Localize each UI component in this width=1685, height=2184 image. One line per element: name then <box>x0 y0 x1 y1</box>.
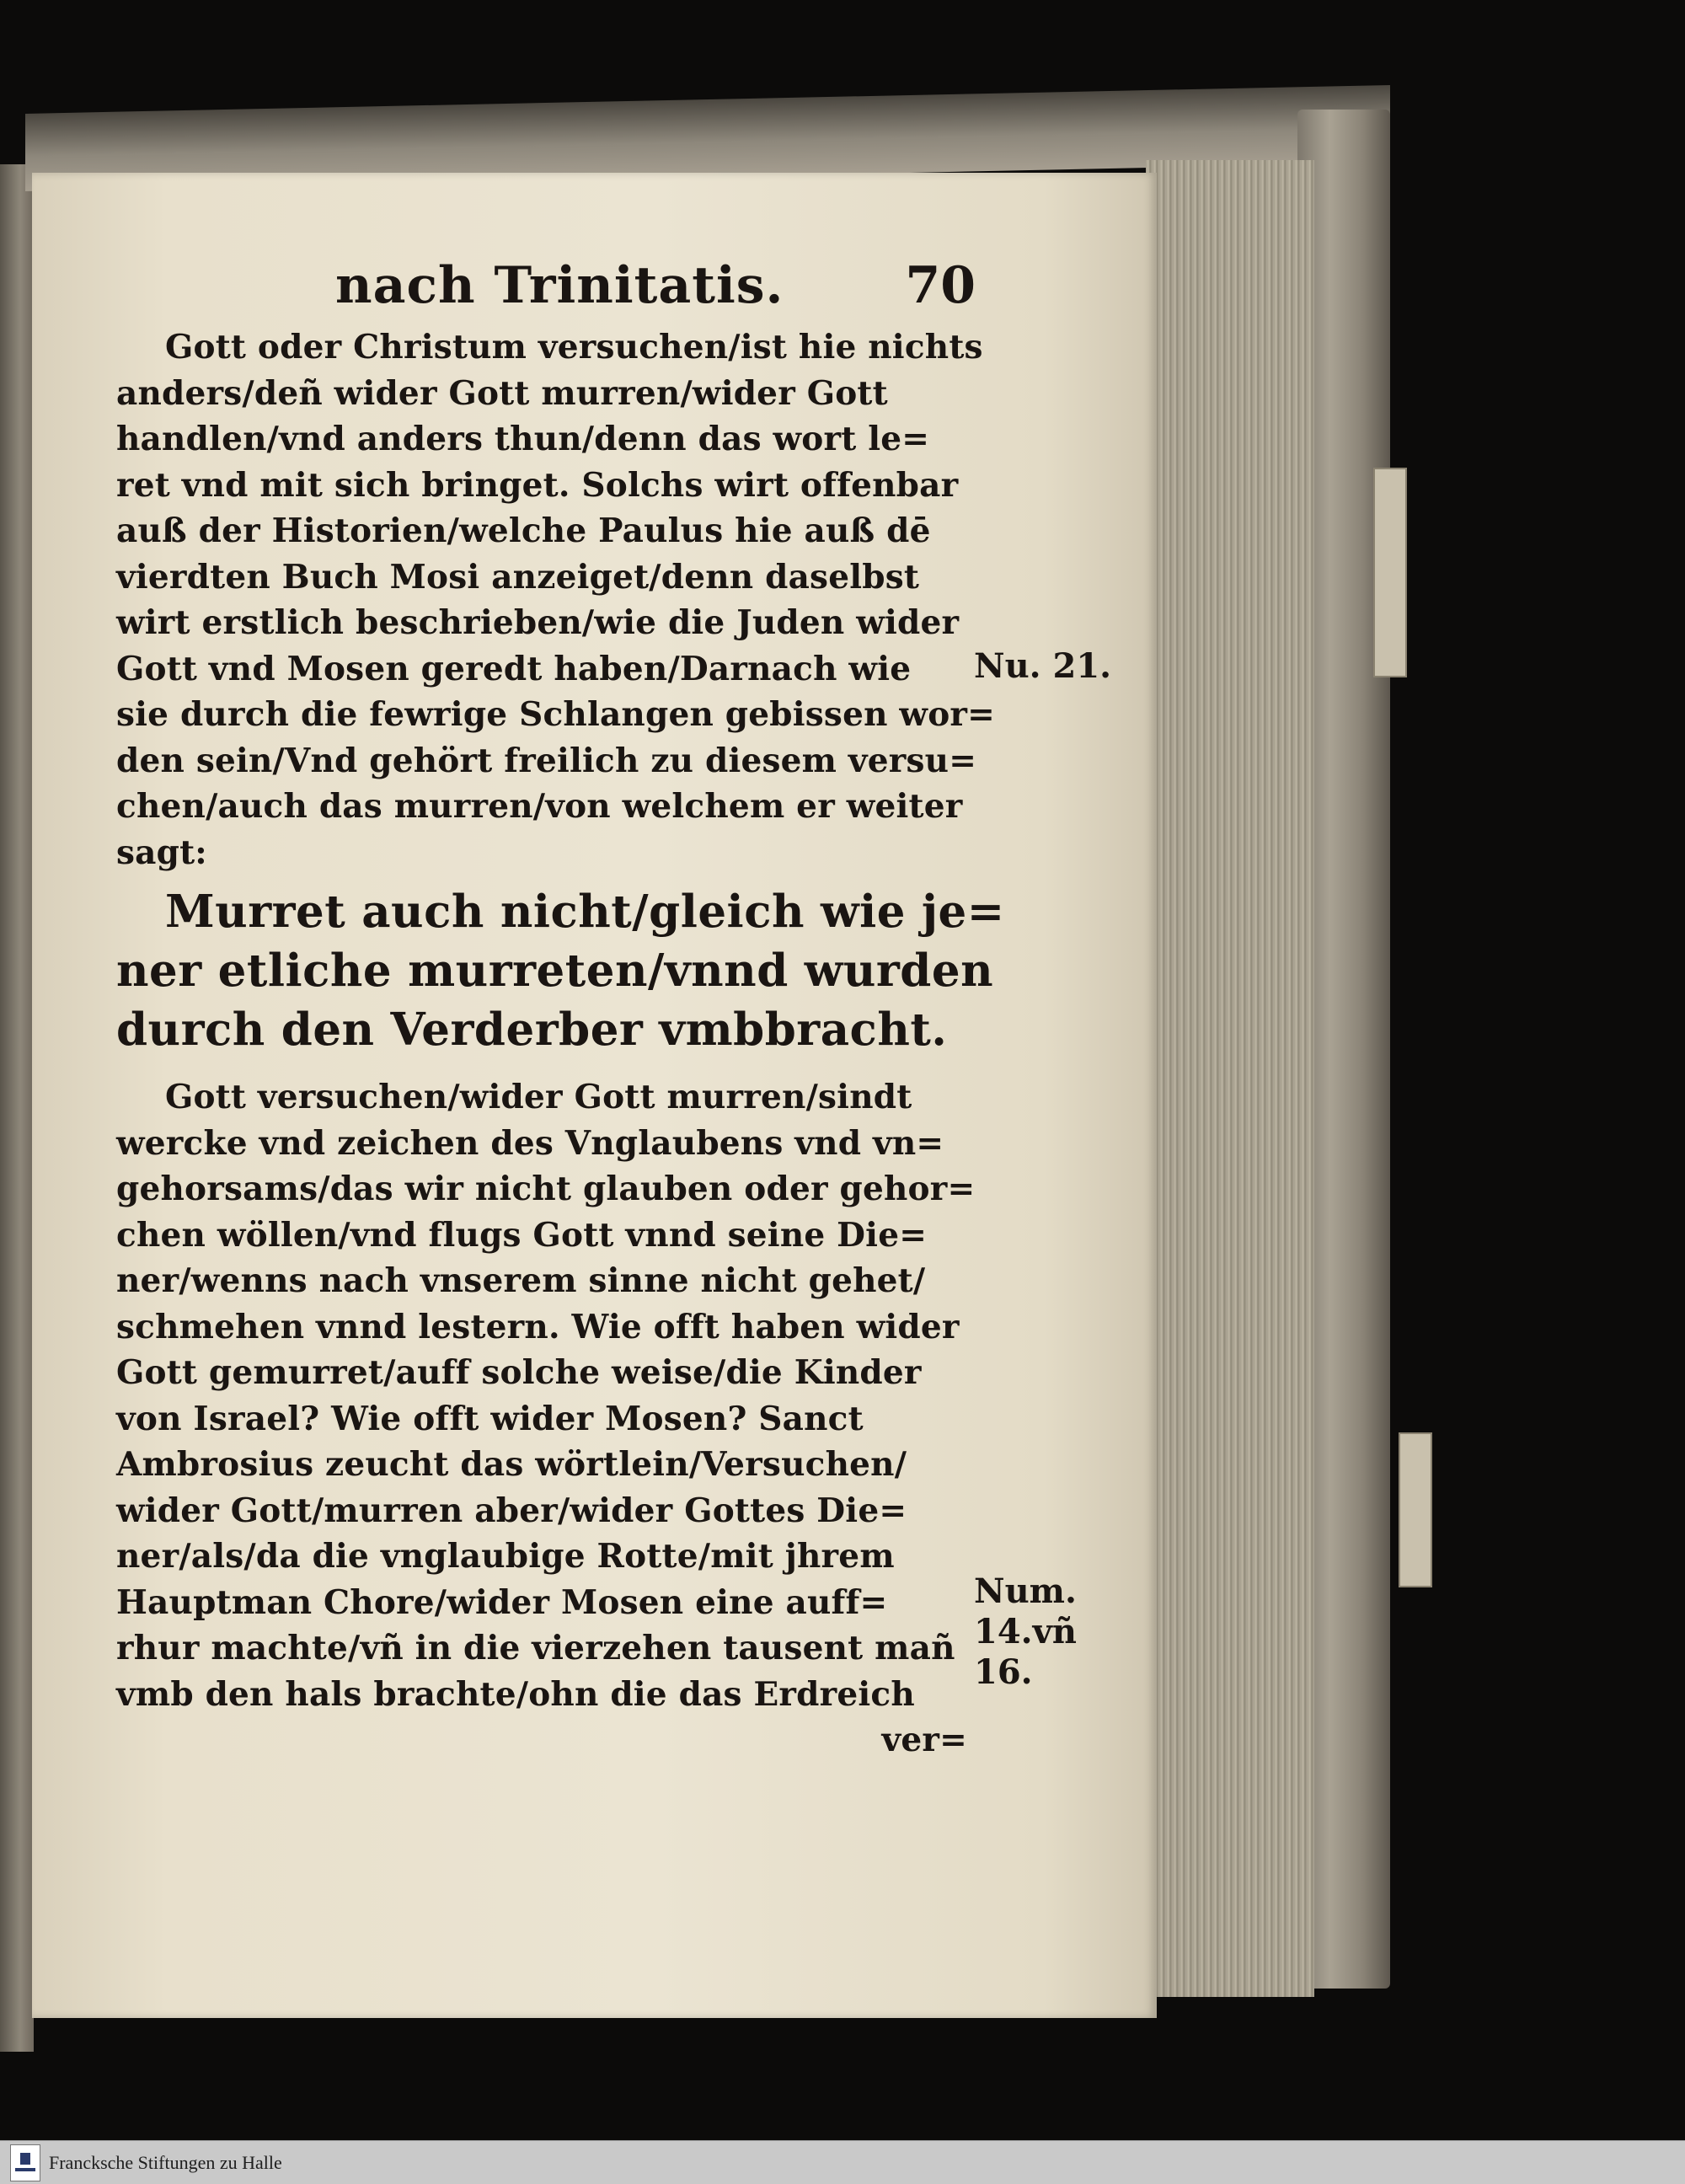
text-line: sie durch die fewrige Schlangen gebissen wor= <box>116 695 996 734</box>
text-line: auß der Historien/welche Paulus hie auß dē <box>116 511 931 550</box>
text-line: sagt: <box>116 832 207 872</box>
text-line: vierdten Buch Mosi anzeiget/denn daselbst <box>116 557 920 597</box>
text-line: Gott oder Christum versuchen/ist hie nichts <box>165 328 983 367</box>
bookmark-tab <box>1399 1432 1432 1587</box>
margin-note-text: Num. <box>974 1571 1077 1611</box>
text-line: Gott vnd Mosen geredt haben/Darnach wie <box>116 649 912 688</box>
bookmark-tab <box>1373 468 1407 677</box>
scripture-verse <box>116 882 1005 1059</box>
text-line: chen/auch das murren/von welchem er weiter <box>116 787 963 826</box>
footer-label: Francksche Stiftungen zu Halle <box>49 2152 282 2173</box>
text-line: schmehen vnnd lestern. Wie offt haben wider <box>116 1307 960 1346</box>
institution-logo-icon <box>10 2144 40 2181</box>
text-line: Hauptman Chore/wider Mosen eine auff= <box>116 1582 888 1622</box>
footer-bar <box>0 2140 1685 2184</box>
text-line: den sein/Vnd gehört freilich zu diesem versu= <box>116 741 977 780</box>
text-line: wercke vnd zeichen des Vnglaubens vnd vn= <box>116 1123 944 1163</box>
text-line: ner/als/da die vnglaubige Rotte/mit jhrem <box>116 1537 895 1576</box>
margin-note-text: 16. <box>974 1652 1033 1692</box>
text-line: von Israel? Wie offt wider Mosen? Sanct <box>116 1399 864 1438</box>
folio-number: 70 <box>905 256 976 315</box>
text-line: vmb den hals brachte/ohn die das Erdreich <box>116 1674 915 1714</box>
text-line: gehorsams/das wir nicht glauben oder gehor= <box>116 1170 976 1208</box>
running-head <box>116 247 976 324</box>
page-edges <box>1146 160 1314 1997</box>
book-page <box>32 173 1157 2018</box>
text-line: wider Gott/murren aber/wider Gottes Die= <box>116 1491 907 1530</box>
text-line: Gott gemurret/auff solche weise/die Kinder <box>116 1353 922 1392</box>
text-line: handlen/vnd anders thun/denn das wort le= <box>116 420 930 458</box>
text-line: chen wöllen/vnd flugs Gott vnnd seine Die= <box>116 1215 928 1255</box>
text-line: anders/deñ wider Gott murren/wider Gott <box>116 373 888 413</box>
text-line: wirt erstlich beschrieben/wie die Juden wider <box>116 603 960 642</box>
margin-note <box>974 1571 1077 1693</box>
verse-line: durch den Verderber vmbbracht. <box>116 1004 948 1056</box>
verse-line: Murret auch nicht/gleich wie je= <box>165 886 1005 938</box>
catchword: ver= <box>881 1721 967 1759</box>
text-line: ret vnd mit sich bringet. Solchs wirt offenbar <box>116 465 959 505</box>
verse-line: ner etliche murreten/vnnd wurden <box>116 945 994 997</box>
book-left-cover <box>0 164 34 2052</box>
text-line: rhur machte/vñ in die vierzehen tausent mañ <box>116 1629 955 1667</box>
text-line: ner/wenns nach vnserem sinne nicht gehet/ <box>116 1261 926 1300</box>
running-head-title: nach Trinitatis. <box>335 256 784 315</box>
margin-note-text: 14.vñ <box>974 1612 1077 1651</box>
text-line: Gott versuchen/wider Gott murren/sindt <box>165 1078 912 1116</box>
margin-note-text: Nu. 21. <box>974 646 1112 686</box>
text-line: Ambrosius zeucht das wörtlein/Versuchen/ <box>116 1445 907 1484</box>
margin-note <box>974 646 1111 687</box>
